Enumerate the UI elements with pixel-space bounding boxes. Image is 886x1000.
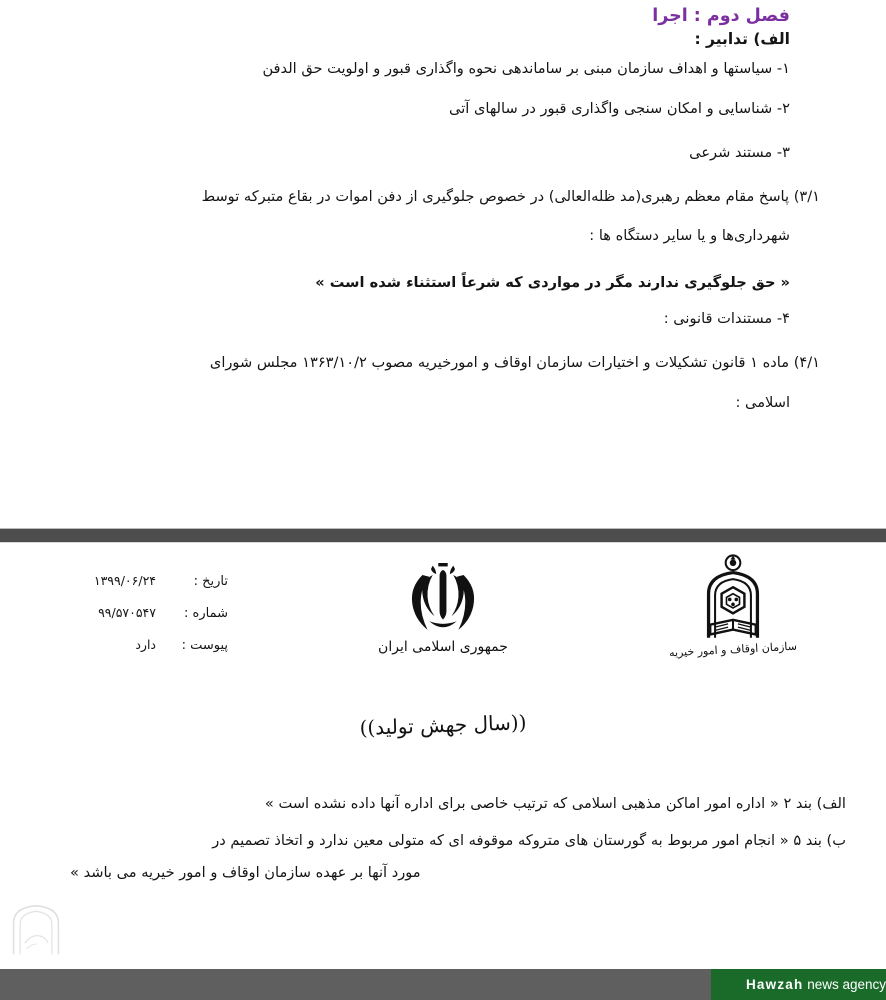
measures-section-label: الف) تدابیر : — [694, 30, 790, 48]
clause-4-1-line-1: ۴/۱) ماده ۱ قانون تشکیلات و اختیارات سازمان اوقاف و امورخیریه مصوب ۱۳۶۳/۱۰/۲ مجلس شورای — [209, 354, 820, 371]
year-slogan: ((سال جهش تولید)) — [359, 710, 527, 740]
bottom-paragraph-be-line-2: مورد آنها بر عهده سازمان اوقاف و امور خیریه می باشد » — [70, 864, 421, 882]
awqaf-organization-logo-icon — [658, 553, 808, 641]
measure-item-2: ۲- شناسایی و امکان سنجی واگذاری قبور در سالهای آتی — [449, 100, 790, 117]
hawzah-footer-brand-block — [711, 969, 886, 1000]
letterhead-attachment-row — [28, 637, 228, 669]
bottom-document-section — [0, 545, 886, 1000]
hawzah-brand-name: Hawzah — [745, 977, 804, 992]
bottom-document-body — [40, 793, 846, 885]
letterhead-date-label: تاریخ : — [193, 574, 228, 589]
legal-references-section-label: ۴- مستندات قانونی : — [663, 310, 790, 327]
leader-ruling-quote: « حق جلوگیری ندارند مگر در مواردی که شرعاً استثناء شده است » — [315, 274, 790, 291]
bottom-paragraph-be-line-1: ب) بند ۵ « انجام امور مربوط به گورستان های متروکه موقوفه ای که متولی معین ندارد و اتخاذ تصمیم در — [212, 831, 846, 849]
national-emblem-block — [348, 563, 538, 655]
document-separator-bar — [0, 528, 886, 543]
hawzah-brand-suffix: news agency — [803, 977, 886, 992]
letterhead-date-row — [28, 573, 228, 605]
clause-3-1-line-2: شهرداری‌ها و یا سایر دستگاه ها : — [589, 227, 790, 244]
letterhead-meta-block — [28, 573, 228, 669]
awqaf-organization-caption: سازمان اوقاف و امور خیریه — [668, 639, 798, 660]
letterhead-number-row — [28, 605, 228, 637]
footer-bar — [0, 969, 886, 1000]
awqaf-organization-logo-block — [658, 553, 808, 660]
chapter-heading: فصل دوم : اجرا — [652, 6, 790, 26]
hawzah-footer-label — [746, 977, 886, 992]
letterhead-number-label: شماره : — [184, 606, 228, 621]
hawzah-watermark-icon — [8, 902, 64, 958]
letterhead-date-value: ۱۳۹۹/۰۶/۲۴ — [93, 573, 156, 588]
bottom-paragraph-alef: الف) بند ۲ « اداره امور اماکن مذهبی اسلامی که ترتیب خاصی برای اداره آنها داده نشده است » — [264, 795, 846, 812]
measure-item-3: ۳- مستند شرعی — [689, 144, 790, 161]
footer-filler — [0, 969, 711, 1000]
clause-4-1-line-2: اسلامی : — [735, 394, 790, 411]
letterhead-attachment-label: پیوست : — [181, 638, 228, 653]
letterhead-number-value: ۹۹/۵۷۰۵۴۷ — [98, 605, 156, 620]
iran-national-emblem-icon — [348, 563, 538, 635]
clause-3-1-line-1: ۳/۱) پاسخ مقام معظم رهبری(مد ظله‌العالی) در خصوص جلوگیری از دفن اموات در بقاع متبرکه توسط — [201, 188, 820, 205]
measure-item-1: ۱- سیاستها و اهداف سازمان مبنی بر ساماندهی نحوه واگذاری قبور و اولویت حق الدفن — [262, 60, 790, 77]
national-emblem-caption: جمهوری اسلامی ایران — [378, 639, 508, 655]
letterhead-attachment-value: دارد — [135, 637, 156, 652]
